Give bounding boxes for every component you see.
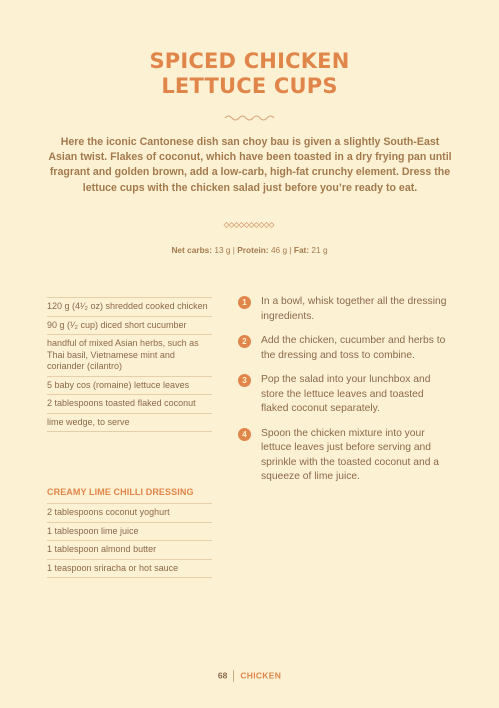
net-carbs-label: Net carbs: — [171, 245, 213, 255]
nutrition-separator: | — [289, 245, 292, 255]
step-text: Add the chicken, cucumber and herbs to the dressing and toss to combine. — [261, 335, 446, 361]
recipe-intro: Here the iconic Cantonese dish san choy bau is given a slightly South-East Asian twist. Flakes of coconut, which have been toasted in a dry frying pan until fragrant and golden brown, add a low-carb, high-fat crunchy element. Dress the lettuce cups with the chicken salad just before you’re ready to eat. — [48, 136, 452, 194]
step-number-badge: 4 — [238, 428, 251, 441]
dressing-item: 1 tablespoon almond butter — [47, 540, 212, 559]
dressing-list — [47, 503, 212, 578]
fat-label: Fat: — [293, 245, 310, 255]
section-name: CHICKEN — [240, 670, 282, 681]
recipe-title — [0, 49, 499, 99]
nutrition-separator: | — [232, 245, 235, 255]
fat-value: 21 g — [311, 245, 328, 255]
step-number-badge: 3 — [238, 374, 251, 387]
protein-value: 46 g — [270, 245, 288, 255]
dressing-item: 1 tablespoon lime juice — [47, 522, 212, 541]
ingredient-item: 120 g (4¹⁄₂ oz) shredded cooked chicken — [47, 297, 212, 316]
method-step — [238, 373, 453, 417]
page-number: 68 — [217, 670, 228, 681]
protein-label: Protein: — [237, 245, 269, 255]
method-step — [238, 295, 453, 324]
ingredient-item: 2 tablespoons toasted flaked coconut — [47, 394, 212, 413]
method-steps — [238, 295, 453, 495]
step-text: Spoon the chicken mixture into your lettuce leaves just before serving and sprinkle with the toasted coconut and a squeeze of lime juice. — [261, 427, 440, 482]
ingredient-item: handful of mixed Asian herbs, such as Thai basil, Vietnamese mint and coriander (cilantro) — [47, 334, 212, 376]
method-step — [238, 427, 453, 485]
dressing-item: 1 teaspoon sriracha or hot sauce — [47, 559, 212, 579]
step-text: Pop the salad into your lunchbox and store the lettuce leaves and toasted flaked coconut separately. — [261, 374, 431, 414]
recipe-title-line2: LETTUCE CUPS — [161, 74, 338, 98]
step-text: In a bowl, whisk together all the dressing ingredients. — [261, 296, 447, 322]
step-number-badge: 2 — [238, 335, 251, 348]
ingredient-item: 90 g (¹⁄₂ cup) diced short cucumber — [47, 316, 212, 335]
ingredient-item: lime wedge, to serve — [47, 413, 212, 433]
method-step — [238, 334, 453, 363]
nutrition-info — [0, 245, 499, 255]
wave-divider-icon — [224, 113, 276, 123]
ingredient-item: 5 baby cos (romaine) lettuce leaves — [47, 376, 212, 395]
recipe-title-line1: SPICED CHICKEN — [149, 49, 350, 73]
footer-divider — [233, 670, 234, 682]
ingredients-list — [47, 297, 212, 432]
step-number-badge: 1 — [238, 296, 251, 309]
net-carbs-value: 13 g — [214, 245, 231, 255]
diamond-divider-icon — [222, 221, 278, 229]
dressing-item: 2 tablespoons coconut yoghurt — [47, 503, 212, 522]
dressing-title: CREAMY LIME CHILLI DRESSING — [47, 487, 194, 497]
page-footer — [0, 670, 499, 682]
